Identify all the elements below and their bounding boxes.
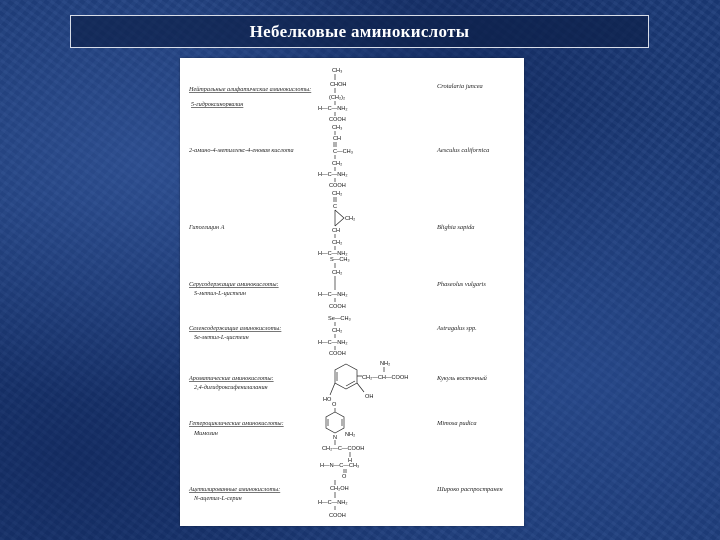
formula-line: CHOH — [330, 82, 347, 88]
row-dihydroxyphenylalanine — [188, 361, 488, 403]
class-label: Ацетилированные аминокислоты: — [189, 486, 281, 493]
species-name: Кукуль восточный — [437, 375, 487, 382]
species-name: Phaseolus vulgaris — [437, 281, 486, 288]
row-se-methylcysteine — [189, 316, 477, 357]
formula-line: H—C—NH₂ — [318, 251, 348, 257]
formula-line: HO — [323, 397, 332, 403]
row-mimosine — [188, 402, 477, 464]
species-name: Astragalus spp. — [437, 325, 477, 332]
formula-line: CH₂ — [332, 240, 343, 246]
row-n-acetylserine — [188, 463, 503, 519]
formula-line: H—C—NH₂ — [318, 292, 348, 298]
class-label: Серусодержащие аминокислоты: — [189, 281, 279, 288]
formula-line: NH₂ — [380, 361, 391, 367]
class-label: 2-амино-4-метилгекс-4-еновая кислота — [189, 147, 294, 154]
species-name: Aesculus californica — [437, 147, 490, 154]
compound-name: N-ацетил-L-серин — [194, 495, 242, 502]
formula-line: CH₂ — [332, 328, 343, 334]
class-label: Гипоглицин А — [189, 224, 225, 231]
row-aminomethylhexenoic-acid — [189, 125, 489, 189]
formula-line: CH₂—CH—COOH — [362, 375, 409, 381]
formula-line: COOH — [329, 513, 346, 519]
compound-name: S-метил-L-цистеин — [194, 290, 246, 297]
formula-line: NH₂ — [345, 432, 356, 438]
formula-line: CH₂—C—COOH — [322, 446, 365, 452]
formula-line: H—N—C—CH₃ — [320, 463, 360, 469]
document-content — [180, 58, 524, 526]
compound-name: Мимозин — [194, 430, 218, 437]
compound-name: 2,4-дигидроксифенилаланин — [194, 384, 268, 391]
formula-line: CH₂ — [345, 216, 356, 222]
formula-line: COOH — [329, 304, 346, 310]
formula-line: COOH — [329, 351, 346, 357]
class-label: Гетероциклические аминокислоты: — [189, 420, 284, 427]
formula-line: H—C—NH₂ — [318, 340, 348, 346]
scanned-document — [180, 58, 524, 526]
formula-line: N — [333, 435, 338, 441]
compound-name: 5-гидроксинорвалин — [191, 101, 244, 108]
row-s-methylcysteine — [189, 257, 486, 310]
class-label: Нейтральные алифатические аминокислоты: — [189, 86, 312, 93]
formula-line: CH₃ — [332, 125, 343, 131]
formula-line: H—C—NH₂ — [318, 172, 348, 178]
class-label: Ароматические аминокислоты: — [189, 375, 274, 382]
row-hydroxynorvaline — [188, 68, 483, 123]
formula-line: Se—CH₃ — [328, 316, 351, 322]
formula-line: CH₂OH — [330, 486, 349, 492]
species-name: Mimosa pudica — [437, 420, 477, 427]
formula-line: CH₂ — [332, 191, 343, 197]
formula-line: CH — [332, 228, 341, 234]
row-hypoglycin-a — [188, 191, 474, 257]
formula-line: H—C—NH₂ — [318, 106, 348, 112]
species-name: Широко распространен — [437, 486, 503, 493]
species-name: Crotalaria juncea — [437, 83, 483, 90]
formula-line: H — [348, 458, 353, 464]
formula-line: O — [342, 474, 347, 480]
species-name: Blighia sapida — [437, 224, 475, 231]
slide-title: Небелковые аминокислоты — [249, 21, 470, 41]
formula-line: H—C—NH₂ — [318, 500, 348, 506]
formula-line: (CH₂)₂ — [329, 95, 346, 101]
formula-line: C—CH₃ — [333, 149, 353, 155]
formula-line: COOH — [329, 183, 346, 189]
formula-line: CH — [333, 136, 342, 142]
formula-line: S—CH₃ — [330, 257, 350, 263]
class-label: Селенсодержащие аминокислоты: — [189, 325, 282, 332]
formula-line: CH₂ — [332, 270, 343, 276]
formula-line: OH — [365, 394, 374, 400]
formula-line: CH₃ — [332, 68, 343, 74]
compound-name: Se-метил-L-цистеин — [194, 334, 249, 341]
formula-line: O — [332, 402, 337, 408]
slide-title-box — [70, 15, 649, 48]
formula-line: C — [333, 204, 338, 210]
formula-line: CH₂ — [332, 161, 343, 167]
formula-line: COOH — [329, 117, 346, 123]
